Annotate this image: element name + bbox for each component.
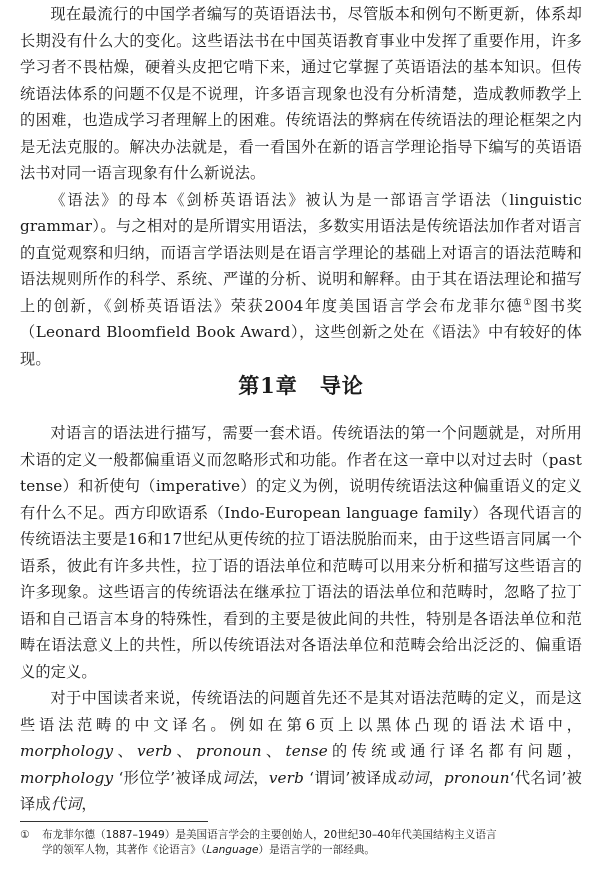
footnote-text: 学的领军人物，其著作《论语言》（ [42,844,207,856]
paragraph-text: ， [253,768,269,787]
term-italic: pronoun [195,742,262,760]
paragraph [20,187,582,373]
paragraph-text: 对于中国读者来说，传统语法的问题首先还不是其对语法范畴的定义，而是这些语法范畴的中文译名。例如在第6页上以黑体凸现的语法术语中， [20,689,582,734]
book-title-italic: Language [206,844,259,856]
preface-section [20,1,582,372]
paragraph-text: ‘谓词’被译成 [303,768,398,787]
paragraph-text: 图书奖（Leonard Bloomfield Book Award），这些创新之处在《语法》中有较好的体现。 [20,296,583,368]
term-italic: verb [137,742,173,760]
paragraph [20,685,582,818]
chapter-number: 第1章 [238,373,298,398]
chapter-intro-section [20,420,582,818]
term-italic: morphology [20,768,114,787]
paragraph-text: 《语法》的母本《剑桥英语语法》被认为是一部语言学语法（linguistic grammar）。与之相对的是所谓实用语法，多数实用语法是传统语法加作者对语言的直觉观察和归纳，而语言学语法则是在语言学理论的基础上对语言的语法范畴和语法规则所作的科学、系统、严谨的分析、说明和解释。由于其在语法理论和描写上的创新，《剑桥英语语法》荣获2004年度美国语言学会布龙菲尔德 [20,190,582,315]
chapter-title: 导论 [319,373,364,398]
translation-italic: 代词 [50,795,82,813]
footnote [20,828,582,858]
translation-italic: 动词 [397,768,429,787]
chapter-heading [0,370,602,400]
term-italic: tense [285,742,328,760]
footnote-divider [20,821,208,822]
separator: 、 [261,742,286,760]
paragraph-text: ‘代名词’被译成 [20,768,583,813]
footnote-mark: ① [20,829,30,841]
paragraph: 现在最流行的中国学者编写的英语语法书，尽管版本和例句不断更新，体系却长期没有什么大的变化。这些语法书在中国英语教育事业中发挥了重要作用，许多学习者不畏枯燥，硬着头皮把它啃下来，通过它掌握了英语语法的基本知识。但传统语法体系的问题不仅是不说理，许多语言现象也没有分析清楚，造成教师教学上的困难，也造成学习者理解上的困难。传统语法的弊病在传统语法的理论框架之内是无法克服的。解决办法就是，看一看国外在新的语言学理论指导下编写的英语语法书对同一语言现象有什么新说法。 [20,5,582,182]
term-italic: pronoun [443,768,510,787]
paragraph-text: ， [428,768,444,787]
footnote-reference[interactable]: ① [523,297,534,308]
term-italic: verb [268,768,304,787]
paragraph-text: ‘形位学’被译成 [113,768,223,787]
footnote-line [20,843,582,858]
separator: 、 [172,742,196,760]
translation-italic: 词法 [222,768,254,787]
footnote-text: ）是语言学的一部经典。 [258,844,376,856]
paragraph: 对语言的语法进行描写，需要一套术语。传统语法的第一个问题就是，对所用术语的定义一般都偏重语义而忽略形式和功能。作者在这一章中以对过去时（past tense）和祈使句（imperative）的定义为例，说明传统语法这种偏重语义的定义有什么不足。西方印欧语系（Indo-European language family）各现代语言的传统语法主要是16和17世纪从更传统的拉丁语法脱胎而来，由于这些语言同属一个语系，彼此有许多共性，拉丁语的语法单位和范畴可以用来分析和描写这些语言的许多现象。这些语言的传统语法在继承拉丁语法的语法单位和范畴时，忽略了拉丁语和自己语言本身的特殊性，看到的主要是彼此间的共性，特别是各语法单位和范畴在语法意义上的共性，所以传统语法对各语法单位和范畴会给出泛泛的、偏重语义的定义。 [20,424,582,681]
paragraph-text: 的传统或通行译名都有问题， [327,742,583,760]
term-italic: morphology [20,742,114,760]
separator: 、 [113,742,138,760]
paragraph-text: ， [81,795,97,813]
footnote-text: 布龙菲尔德（1887–1949）是美国语言学会的主要创始人，20世纪30–40年代美国结构主义语言 [42,829,497,841]
